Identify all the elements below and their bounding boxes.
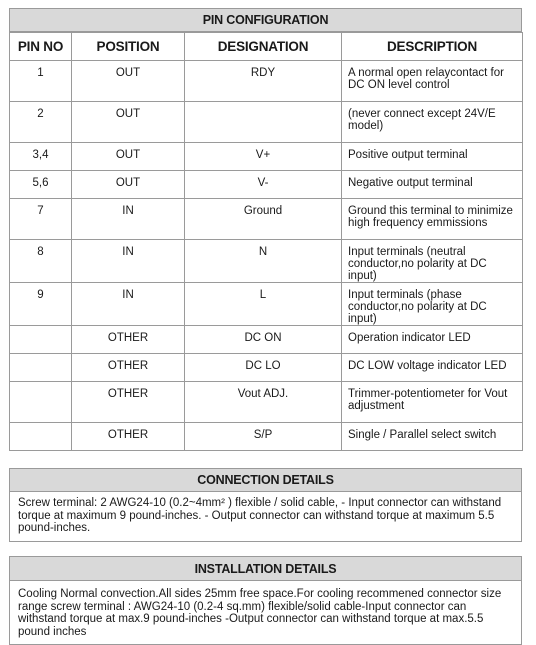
designation-cell: DC ON xyxy=(185,326,342,354)
position-cell: OTHER xyxy=(72,354,185,382)
position-cell: IN xyxy=(72,199,185,240)
pin-cell: 8 xyxy=(10,240,72,283)
table-row xyxy=(10,171,523,199)
table-header-row xyxy=(10,33,523,61)
description-cell: Ground this terminal to minimize high frequency emmissions xyxy=(342,199,523,240)
position-cell: OUT xyxy=(72,143,185,171)
table-row xyxy=(10,283,523,326)
position-cell: OUT xyxy=(72,102,185,143)
pin-configuration-title: PIN CONFIGURATION xyxy=(9,8,522,32)
pin-cell xyxy=(10,326,72,354)
position-cell: OTHER xyxy=(72,382,185,423)
description-cell: Negative output terminal xyxy=(342,171,523,199)
spec-sheet xyxy=(9,8,522,645)
table-row xyxy=(10,143,523,171)
description-cell: DC LOW voltage indicator LED xyxy=(342,354,523,382)
pin-cell: 2 xyxy=(10,102,72,143)
table-row xyxy=(10,423,523,451)
position-cell: OTHER xyxy=(72,423,185,451)
pin-cell: 5,6 xyxy=(10,171,72,199)
pin-cell: 7 xyxy=(10,199,72,240)
table-row xyxy=(10,240,523,283)
designation-cell: V+ xyxy=(185,143,342,171)
pin-configuration-table xyxy=(9,32,523,451)
table-row xyxy=(10,326,523,354)
pin-cell: 3,4 xyxy=(10,143,72,171)
description-cell: Single / Parallel select switch xyxy=(342,423,523,451)
table-row xyxy=(10,354,523,382)
designation-cell: Ground xyxy=(185,199,342,240)
installation-details-text: Cooling Normal convection.All sides 25mm free space.For cooling recommened connector size range screw terminal : AWG24-10 (0.2-4 sq.mm) flexible/solid cable-Input connector can withstand torque at max.9 pound-inches -Output connector can withstand torque at max.5.5 pound inches xyxy=(9,581,522,645)
installation-details-title: INSTALLATION DETAILS xyxy=(9,556,522,581)
pin-cell: 1 xyxy=(10,61,72,102)
description-cell: Input terminals (phase conductor,no polarity at DC input) xyxy=(342,283,523,326)
position-cell: OTHER xyxy=(72,326,185,354)
connection-details-text: Screw terminal: 2 AWG24-10 (0.2~4mm² ) flexible / solid cable, - Input connector can withstand torque at maximum 9 pound-inches. - Output connector can withstand torque at maximum 5.5 pound-inches. xyxy=(9,492,522,542)
description-cell: Positive output terminal xyxy=(342,143,523,171)
designation-cell: RDY xyxy=(185,61,342,102)
position-cell: OUT xyxy=(72,171,185,199)
connection-details-title: CONNECTION DETAILS xyxy=(9,468,522,492)
header-description: DESCRIPTION xyxy=(342,33,523,61)
header-position: POSITION xyxy=(72,33,185,61)
table-row xyxy=(10,382,523,423)
description-cell: Input terminals (neutral conductor,no polarity at DC input) xyxy=(342,240,523,283)
position-cell: IN xyxy=(72,283,185,326)
pin-cell xyxy=(10,382,72,423)
designation-cell: Vout ADJ. xyxy=(185,382,342,423)
position-cell: IN xyxy=(72,240,185,283)
designation-cell: S/P xyxy=(185,423,342,451)
designation-cell xyxy=(185,102,342,143)
designation-cell: V- xyxy=(185,171,342,199)
designation-cell: DC LO xyxy=(185,354,342,382)
position-cell: OUT xyxy=(72,61,185,102)
header-pin-no: PIN NO xyxy=(10,33,72,61)
pin-cell xyxy=(10,354,72,382)
designation-cell: L xyxy=(185,283,342,326)
pin-cell: 9 xyxy=(10,283,72,326)
pin-cell xyxy=(10,423,72,451)
description-cell: A normal open relaycontact for DC ON level control xyxy=(342,61,523,102)
header-designation: DESIGNATION xyxy=(185,33,342,61)
table-row xyxy=(10,199,523,240)
designation-cell: N xyxy=(185,240,342,283)
description-cell: Operation indicator LED xyxy=(342,326,523,354)
description-cell: Trimmer-potentiometer for Vout adjustment xyxy=(342,382,523,423)
table-row xyxy=(10,61,523,102)
description-cell: (never connect except 24V/E model) xyxy=(342,102,523,143)
table-row xyxy=(10,102,523,143)
